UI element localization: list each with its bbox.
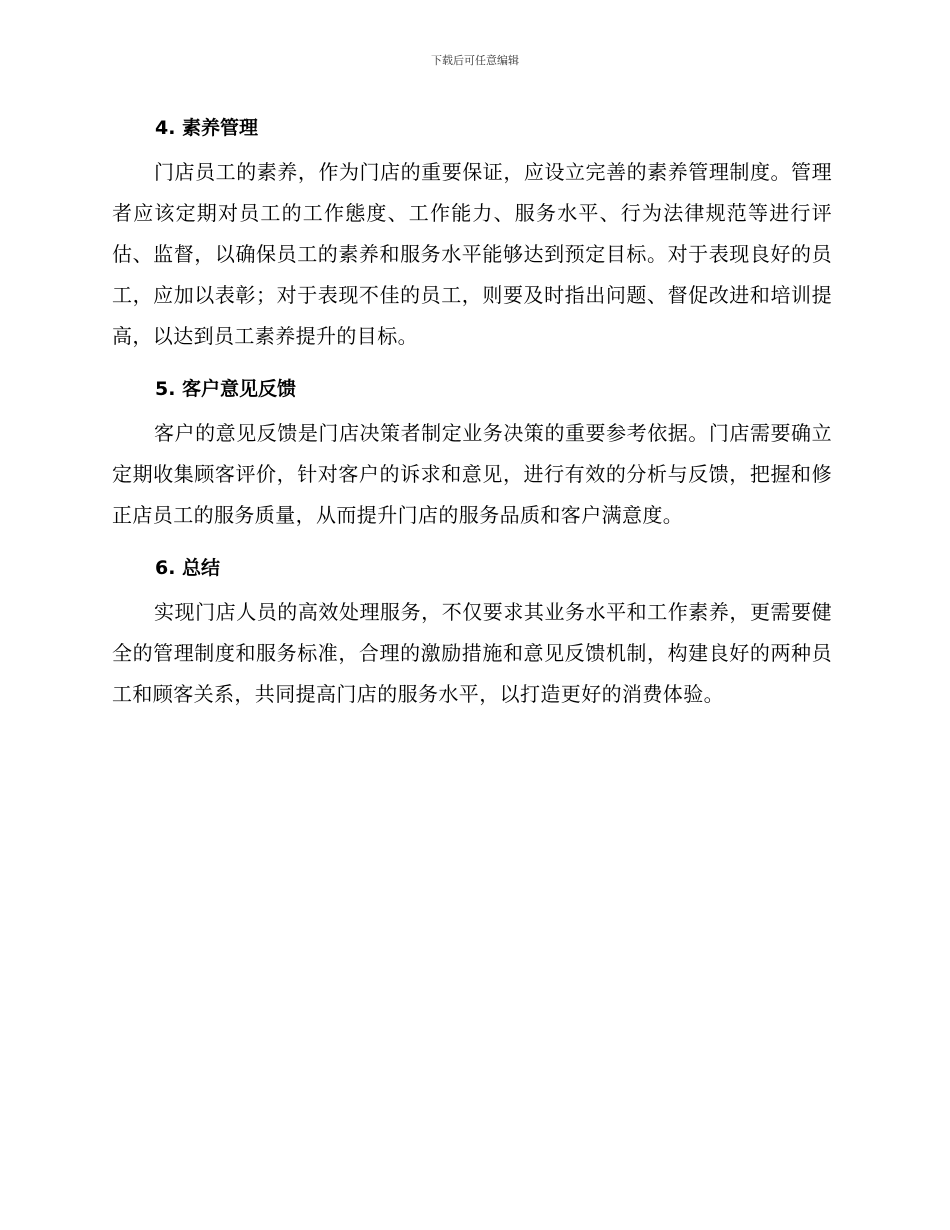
section-heading: 6. 总结 <box>155 557 221 579</box>
section-paragraph: 客户的意见反馈是门店决策者制定业务决策的重要参考依据。门店需要确立定期收集顾客评价，针对客户的诉求和意见，进行有效的分析与反馈，把握和修正店员工的服务质量，从而提升门店的服务品质和客户满意度。 <box>112 421 832 527</box>
section-paragraph: 门店员工的素养，作为门店的重要保证，应设立完善的素养管理制度。管理者应该定期对员工的工作態度、工作能力、服务水平、行为法律规范等进行评估、监督，以确保员工的素养和服务水平能够达到预定目标。对于表现良好的员工，应加以表彰；对于表现不佳的员工，则要及时指出问题、督促改进和培训提高，以达到员工素养提升的目标。 <box>112 160 832 348</box>
section-paragraph: 实现门店人员的高效处理服务，不仅要求其业务水平和工作素养，更需要健全的管理制度和服务标准，合理的激励措施和意见反馈机制，构建良好的两种员工和顾客关系，共同提高门店的服务水平，以打造更好的消费体验。 <box>112 600 832 706</box>
section-heading: 5. 客户意见反馈 <box>155 378 297 400</box>
section-6 <box>112 550 832 715</box>
document-body <box>112 110 832 729</box>
page-header: 下载后可任意编辑 <box>431 54 519 67</box>
section-heading: 4. 素养管理 <box>155 117 259 139</box>
section-5 <box>112 371 832 536</box>
section-4 <box>112 110 832 357</box>
